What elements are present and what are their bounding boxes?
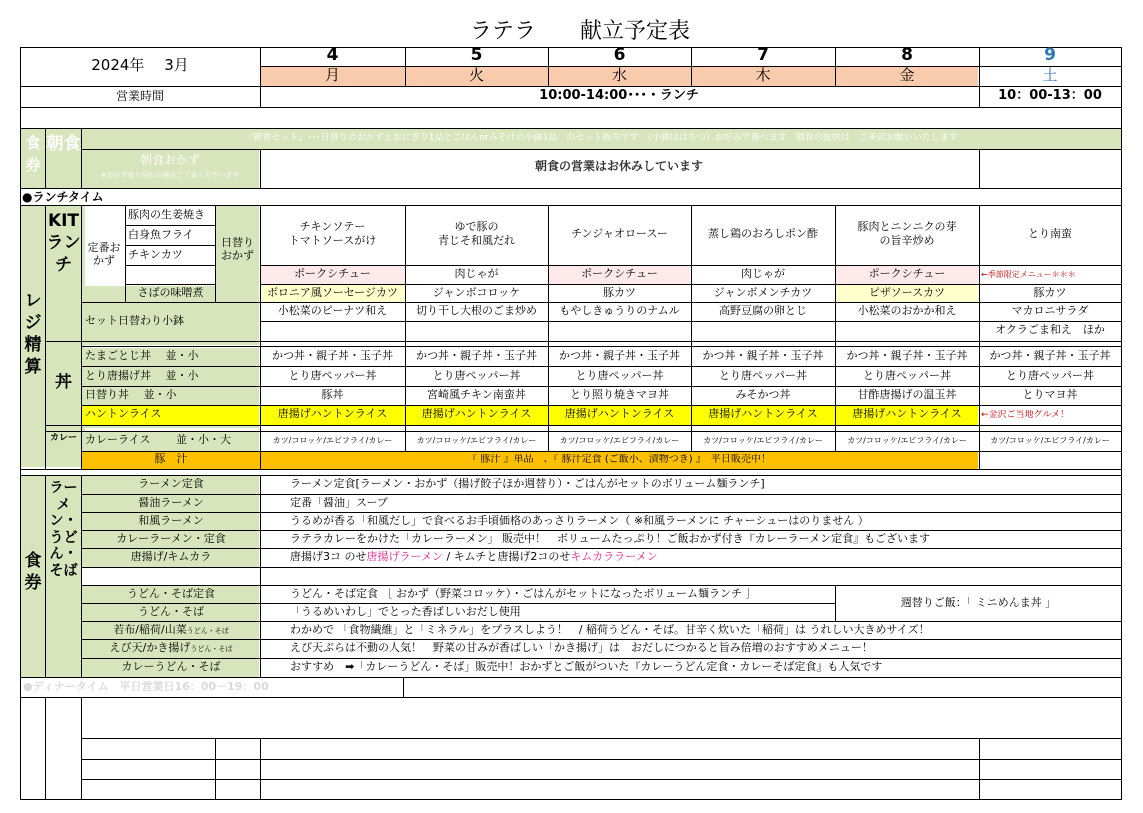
- day-4-weekday: 月: [324, 66, 340, 84]
- reji-label: レジ精算: [24, 291, 42, 377]
- main-dish-wed: チンジャオロースー: [571, 228, 668, 240]
- day-4-num: 4: [326, 46, 339, 64]
- hours-label: 営業時間: [115, 90, 164, 103]
- main-dish-tue: ゆで豚の 青じそ和風だれ: [438, 220, 515, 247]
- don-0-thu: かつ丼・親子丼・玉子丼: [702, 350, 824, 362]
- don-0-sat: かつ丼・親子丼・玉子丼: [989, 350, 1111, 362]
- weekly-rice: 週替りご飯：「 ミニめんま丼 」: [900, 597, 1057, 609]
- sub1-wed: ポークシチュー: [581, 268, 658, 280]
- curry-sat: カツ/コロッケ/エビフライ/カレー: [990, 436, 1110, 445]
- don-name-2: 日替り丼 並・小: [85, 389, 177, 401]
- don-3-fri: 唐揚げハントンライス: [852, 408, 962, 420]
- don-name-1: とり唐揚げ丼 並・小: [85, 370, 199, 382]
- ticket-desc-8: わかめで 「食物繊維」と「ミネラル」をプラスしよう！ / 稲荷うどん・そば。甘辛く炊いた「稲荷」は うれしい大きめサイズ！: [290, 624, 930, 636]
- sub2-fri: ピザソースカツ: [868, 287, 946, 299]
- ticket-desc-3: ラテラカレーをかけた「カレーラーメン」 販売中！ ボリュームたっぷり！ご飯おかず付き『カレーラーメン定食』もございます: [290, 533, 931, 545]
- ticket-desc-1: 定番「醤油」スープ: [290, 497, 388, 509]
- sub1-tue: 肉じゃが: [454, 268, 499, 280]
- curry-mon: カツ/コロッケ/エビフライ/カレー: [272, 436, 393, 445]
- breakfast-okazu-note: ※おかず売り切れの場合ご了承くださいます: [100, 171, 240, 179]
- tonjiru-desc: 『 豚汁 』単品 、『 豚汁定食 (ご飯小、漬物つき) 』 平日販売中！: [467, 454, 771, 465]
- sub1-thu: 肉じゃが: [741, 268, 785, 280]
- don-1-sat: とり唐ペッパー丼: [1006, 370, 1094, 382]
- teiban-item-4: さばの味噌煮: [137, 287, 204, 299]
- kobachi1-tue: 切り干し大根のごま炒め: [416, 305, 537, 317]
- ticket-label: 食券: [24, 551, 42, 593]
- don-label: 丼: [55, 373, 72, 392]
- day-6-num: 6: [613, 46, 626, 64]
- kobachi1-wed: もやしきゅうりのナムル: [559, 305, 680, 317]
- ticket-name-6: うどん・そば定食: [127, 588, 215, 600]
- curry-wed: カツ/コロッケ/エビフライ/カレー: [559, 436, 680, 445]
- sub2-wed: 豚カツ: [603, 287, 636, 299]
- breakfast-notice: 『朝食セット』･･･日替りのおかずとおにぎり1品とごはんorみそ汁の小鉢1品 のセット販売です （小鉢ははちつ）お好みで選べます 朝食の提供は ご来店お願いいたします: [244, 133, 958, 143]
- curry-label: カレー: [49, 433, 77, 443]
- kit-lunch-label: KITランチ: [46, 211, 81, 275]
- don-2-tue: 宮崎風チキン南蛮丼: [427, 389, 526, 401]
- don-1-thu: とり唐ペッパー丼: [719, 370, 807, 382]
- don-0-mon: かつ丼・親子丼・玉子丼: [272, 350, 393, 362]
- sub2-tue: ジャンボコロッケ: [432, 287, 521, 299]
- don-3-thu: 唐揚げハントンライス: [708, 408, 818, 420]
- don-3-tue: 唐揚げハントンライス: [421, 408, 532, 420]
- main-dish-mon: チキンソテー トマトソースがけ: [288, 220, 377, 247]
- ticket-desc-7: 「うるめいわし」でとった香ばしいおだし使用: [290, 606, 521, 618]
- don-0-tue: かつ丼・親子丼・玉子丼: [416, 350, 537, 362]
- day-8-num: 8: [901, 46, 913, 64]
- ticket-name-10: カレーうどん・そば: [121, 661, 221, 673]
- ticket-name-4: 唐揚げ/キムカラ: [130, 551, 212, 563]
- ticket-desc-9: えび天ぷらは不動の人気！ 野菜の甘みが香ばしい「かき揚げ」は おだしにつかると旨み倍増のおすすめメニュー！: [290, 642, 873, 654]
- tonjiru-label: 豚 汁: [154, 453, 188, 465]
- ticket-desc-4: 唐揚げ3コ のせ唐揚げラーメン / キムチと唐揚げ2コのせキムカララーメン: [290, 551, 658, 563]
- sub2-sat: 豚カツ: [1033, 287, 1067, 299]
- day-8-weekday: 金: [899, 66, 915, 84]
- kobachi1-fri: 小松菜のおかか和え: [857, 305, 957, 317]
- day-7-num: 7: [757, 46, 769, 64]
- don-1-fri: とり唐ペッパー丼: [863, 370, 951, 382]
- ticket-desc-10: おすすめ ➡「カレーうどん・そば」販売中！おかずとご飯がついた『カレーうどん定食・カレーそば定食』も人気です: [290, 661, 883, 673]
- sub2-thu: ジャンボメンチカツ: [713, 287, 813, 299]
- day-7-weekday: 木: [755, 66, 771, 84]
- breakfast-closed: 朝食の営業はお休みしています: [534, 160, 703, 173]
- year-month: 2024年 3月: [91, 57, 189, 74]
- don-1-tue: とり唐ペッパー丼: [432, 370, 521, 382]
- ticket-name-3: カレーラーメン・定食: [116, 533, 226, 545]
- don-2-thu: みそかつ丼: [735, 389, 791, 401]
- day-6-weekday: 水: [611, 66, 627, 84]
- kobachi2-sat: オクラごま和え ほか: [995, 324, 1105, 336]
- don-0-fri: かつ丼・親子丼・玉子丼: [846, 350, 968, 362]
- teiban-item-1: 白身魚フライ: [128, 229, 194, 241]
- sub1-fri: ポークシチュー: [868, 268, 946, 280]
- don-2-mon: 豚丼: [321, 389, 344, 401]
- curry-name: カレーライス 並・小・大: [85, 434, 232, 446]
- don-2-sat: とりマヨ丼: [1022, 389, 1078, 401]
- sub1-mon: ポークシチュー: [294, 268, 371, 280]
- don-1-wed: とり唐ペッパー丼: [575, 370, 664, 382]
- day-9-weekday: 土: [1042, 66, 1058, 84]
- ticket-name-7: うどん・そば: [138, 606, 204, 618]
- don-3-mon: 唐揚げハントンライス: [277, 408, 388, 420]
- ticket-desc-2: うるめが香る「和風だし」で食べるお手頃価格のあっさりラーメン（ ※和風ラーメンに チャーシューはのりません ）: [290, 515, 869, 527]
- ticket-name-8: 若布/稲荷/山菜うどん・そば: [113, 624, 229, 636]
- lunch-section-title: ●ランチタイム: [22, 191, 104, 204]
- saturday-hours: 10：00-13：00: [998, 89, 1102, 103]
- curry-fri: カツ/コロッケ/エビフライ/カレー: [847, 436, 967, 445]
- kobachi1-sat: マカロニサラダ: [1011, 305, 1089, 317]
- kobachi-label: セット日替わり小鉢: [85, 315, 184, 327]
- breakfast-okazu-label: 朝食おかず: [139, 154, 200, 167]
- ticket-desc-0: ラーメン定食[ラーメン・おかず（揚げ餃子ほか週替り）・ごはんがセットのボリューム麺ランチ]: [290, 478, 765, 490]
- teiban-item-2: チキンカツ: [128, 249, 183, 261]
- don-3-wed: 唐揚げハントンライス: [564, 408, 675, 420]
- teiban-okazu-label: 定番おかず: [87, 241, 121, 267]
- breakfast-label: 朝食: [46, 134, 81, 154]
- don-1-mon: とり唐ペッパー丼: [288, 370, 377, 382]
- don-2-wed: とり照り焼きマヨ丼: [570, 389, 669, 401]
- day-9-num: 9: [1044, 46, 1056, 64]
- main-dish-thu: 蒸し鶏のおろしポン酢: [708, 228, 818, 240]
- curry-thu: カツ/コロッケ/エビフライ/カレー: [703, 436, 823, 445]
- higawari-okazu-label: 日替りおかず: [221, 236, 254, 262]
- day-5-num: 5: [470, 46, 483, 64]
- ticket-name-9: えび天/かき揚げうどん・そば: [109, 642, 233, 654]
- ramen-udon-soba-label: ラーメン・うどん・そば: [49, 480, 78, 579]
- dinner-section-title: ●ディナータイム 平日営業日16：00－19：00: [23, 681, 269, 693]
- kobachi1-thu: 高野豆腐の卵とじ: [719, 305, 807, 317]
- ticket-name-2: 和風ラーメン: [138, 515, 204, 527]
- day-5-weekday: 火: [468, 66, 484, 84]
- don-3-sat: ←金沢ご当地グルメ！: [981, 410, 1070, 420]
- don-name-0: たまごとじ丼 並・小: [85, 350, 199, 362]
- main-dish-sat: とり南蛮: [1028, 228, 1072, 240]
- page-title: ラテラ 献立予定表: [469, 19, 690, 44]
- don-name-3: ハントンライス: [85, 408, 162, 420]
- ticket-name-0: ラーメン定食: [138, 478, 204, 490]
- sub2-mon: ボロニア風ソーセージカツ: [266, 287, 399, 299]
- don-2-fri: 甘酢唐揚げの温玉丼: [857, 389, 957, 401]
- breakfast-ticket-label: 食券: [25, 134, 41, 174]
- teiban-item-0: 豚肉の生姜焼き: [128, 209, 205, 221]
- kobachi1-mon: 小松菜のピーナツ和え: [277, 305, 388, 317]
- don-0-wed: かつ丼・親子丼・玉子丼: [559, 350, 680, 362]
- ticket-desc-6: うどん・そば定食 ［ おかず（野菜コロッケ）・ごはんがセットになったボリューム麺ランチ ］: [290, 588, 757, 600]
- curry-tue: カツ/コロッケ/エビフライ/カレー: [416, 436, 537, 445]
- main-dish-fri: 豚肉とニンニクの芽 の旨辛炒め: [857, 220, 957, 247]
- weekday-hours: 10:00-14:00･･･・ランチ: [539, 89, 699, 103]
- ticket-name-1: 醤油ラーメン: [138, 497, 204, 509]
- sub1-sat: ←季節限定メニュー＊＊＊: [981, 270, 1076, 279]
